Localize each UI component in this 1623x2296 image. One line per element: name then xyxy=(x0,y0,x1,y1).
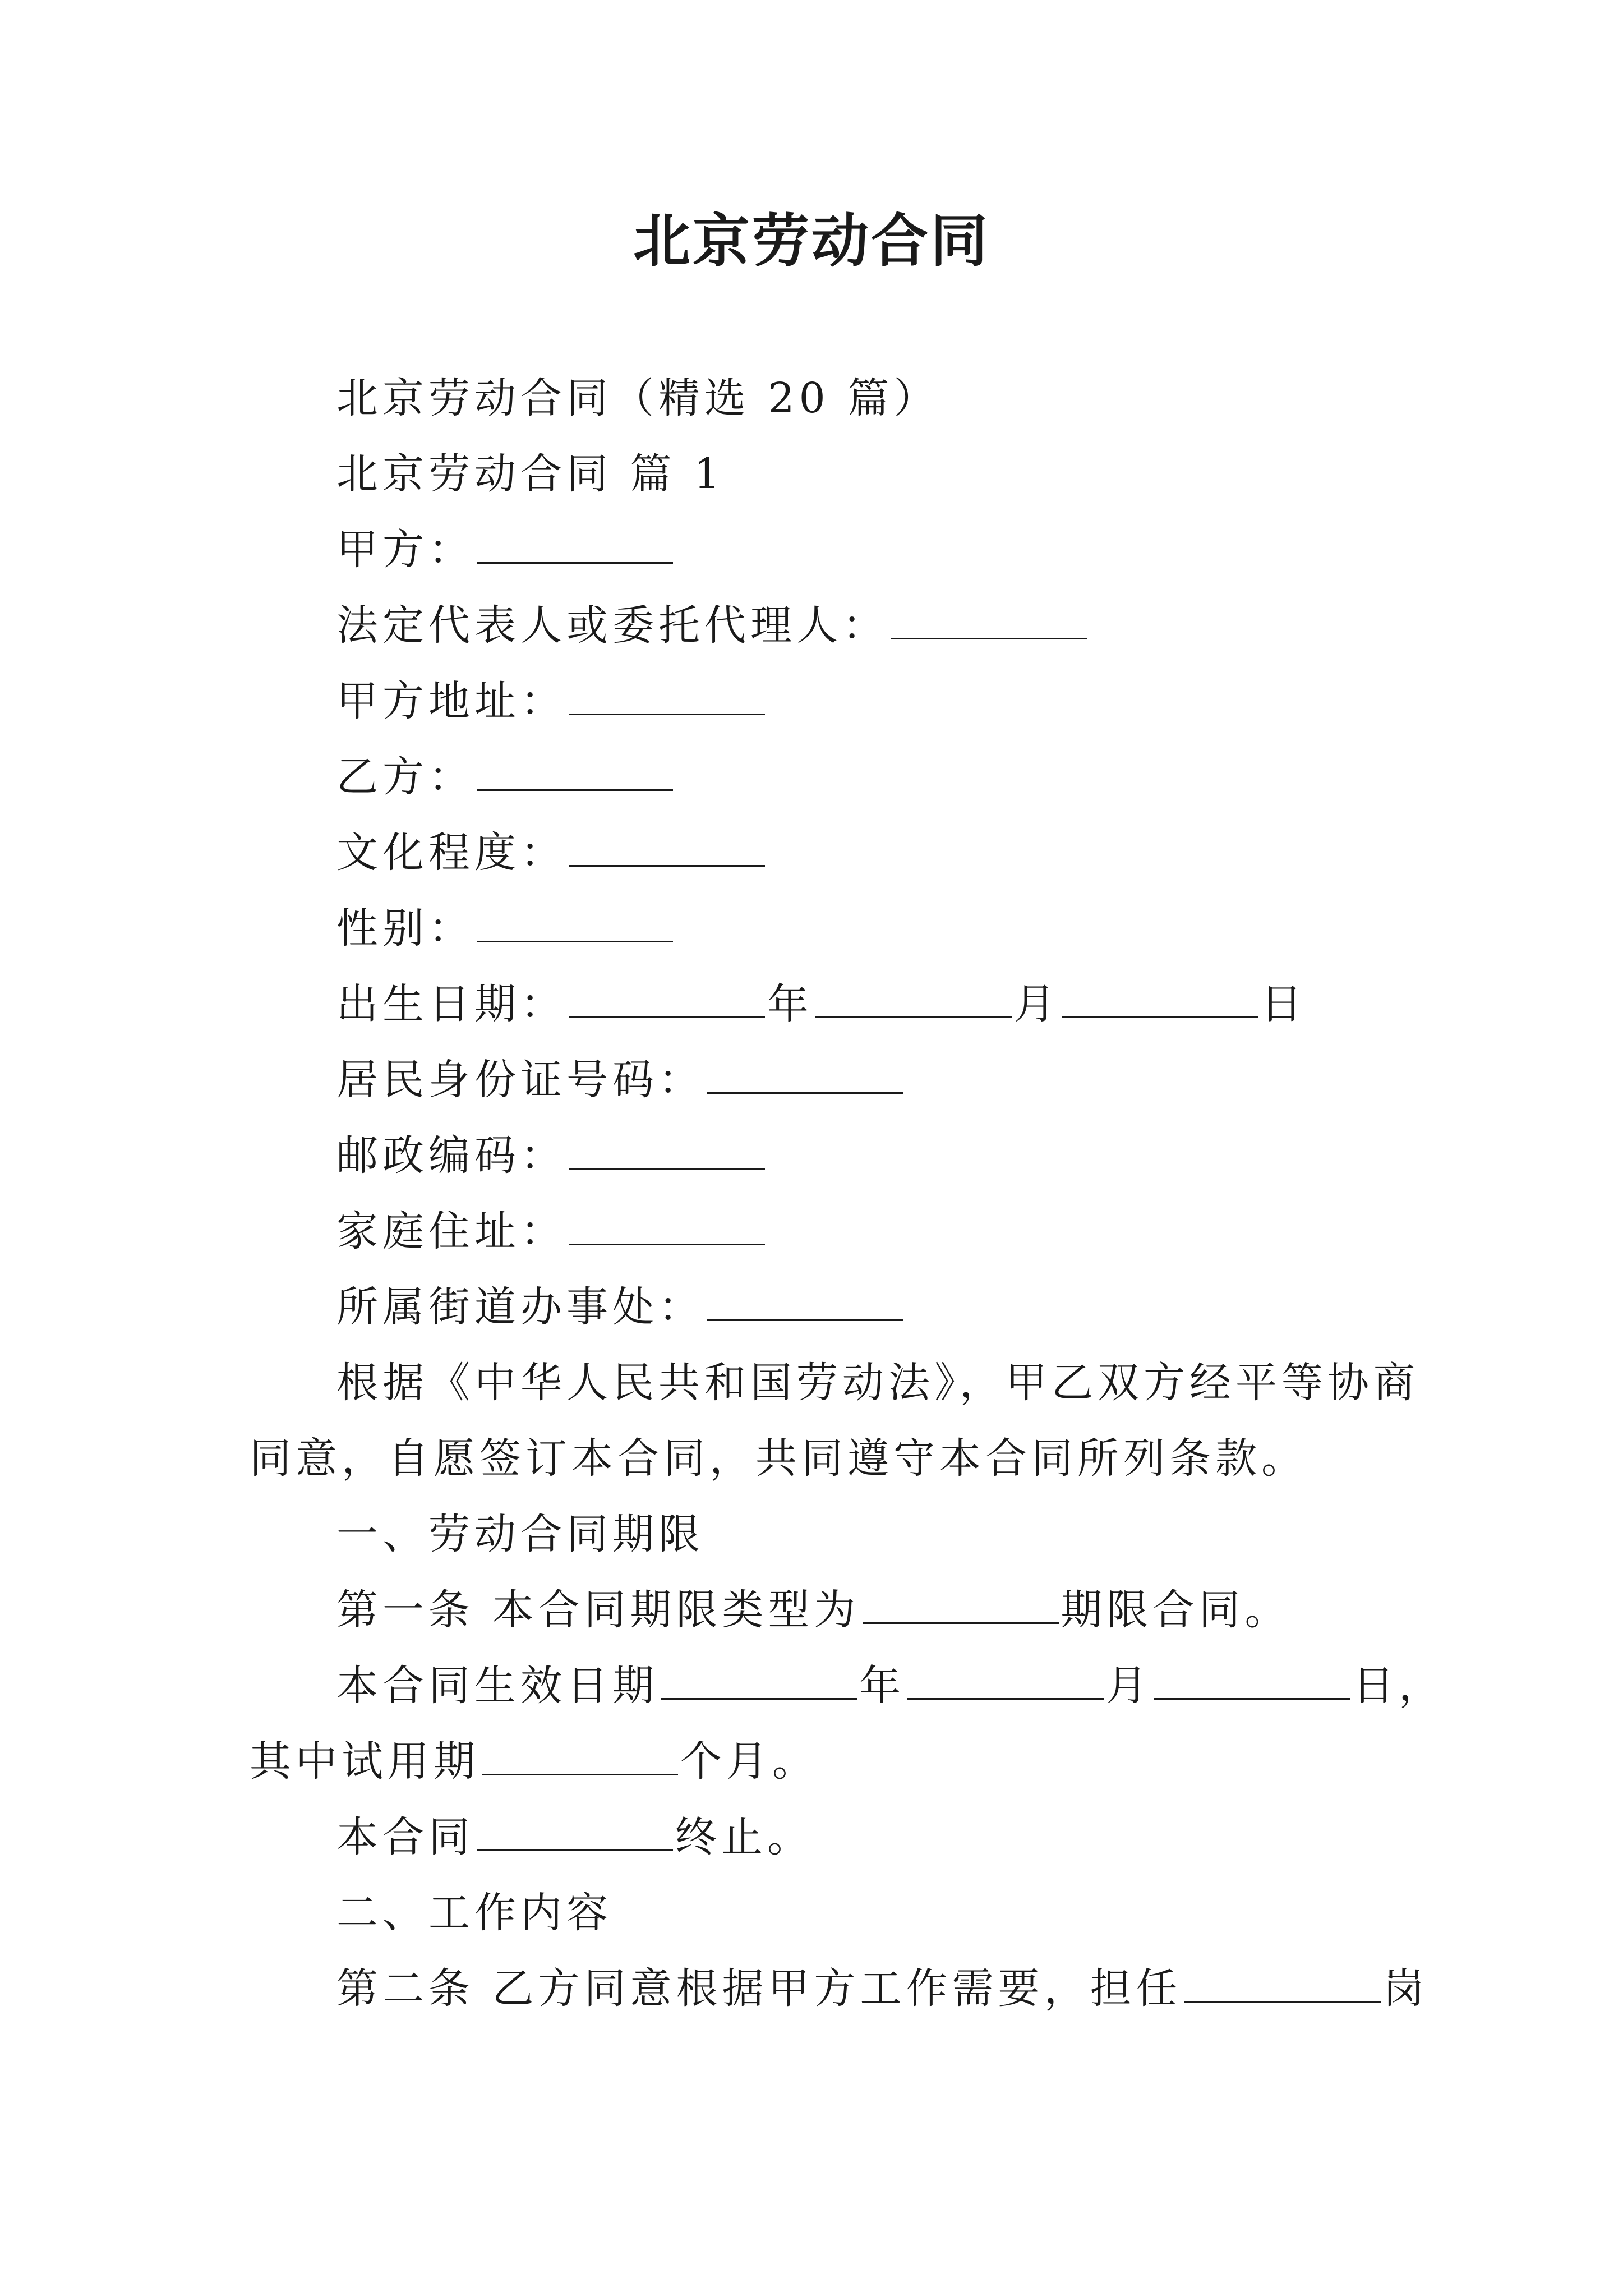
party-b-line xyxy=(336,749,675,805)
party-a-address-blank xyxy=(569,680,765,715)
article2-line xyxy=(336,1961,1429,2017)
gender-blank xyxy=(477,907,673,942)
party-a-blank xyxy=(477,528,673,564)
subtitle: 北京劳动合同（精选 20 篇） xyxy=(336,374,940,422)
termination-line xyxy=(336,1809,813,1865)
effective-date-prefix: 本合同生效日期 xyxy=(336,1662,658,1710)
subdistrict-office-label: 所属街道办事处： xyxy=(336,1283,704,1331)
effective-year-blank xyxy=(661,1664,857,1700)
party-a-address-line xyxy=(336,673,767,729)
effective-day-blank xyxy=(1154,1664,1350,1700)
probation-blank xyxy=(482,1740,678,1775)
birth-date-label: 出生日期： xyxy=(336,980,566,1028)
document-title: 北京劳动合同 xyxy=(633,208,990,275)
subdistrict-office-blank xyxy=(707,1286,903,1321)
home-address-label: 家庭住址： xyxy=(336,1207,566,1255)
article1-line xyxy=(336,1582,1291,1638)
probation-prefix: 其中试用期 xyxy=(250,1737,479,1786)
home-address-line xyxy=(336,1203,767,1259)
intro-paragraph-line1: 根据《中华人民共和国劳动法》，甲乙双方经平等协商 xyxy=(336,1359,1419,1407)
party-a-label: 甲方： xyxy=(336,526,474,574)
termination-prefix: 本合同 xyxy=(336,1813,474,1861)
effective-month-label: 月 xyxy=(1106,1662,1152,1710)
postal-code-blank xyxy=(569,1134,765,1170)
termination-blank xyxy=(477,1816,673,1851)
article2-suffix: 岗 xyxy=(1382,1964,1429,2013)
id-number-line xyxy=(336,1052,905,1108)
effective-date-line xyxy=(336,1658,1445,1714)
effective-month-blank xyxy=(907,1664,1104,1700)
id-number-label: 居民身份证号码： xyxy=(336,1056,704,1104)
postal-code-line xyxy=(336,1128,767,1184)
birth-day-blank xyxy=(1062,983,1258,1018)
intro-paragraph-line2: 同意，自愿签订本合同，共同遵守本合同所列条款。 xyxy=(250,1434,1307,1483)
party-b-blank xyxy=(477,756,673,791)
section2-heading: 二、工作内容 xyxy=(336,1889,612,1937)
birth-month-blank xyxy=(815,983,1012,1018)
party-a-address-label: 甲方地址： xyxy=(336,677,566,725)
birth-year-label: 年 xyxy=(767,980,813,1028)
effective-year-label: 年 xyxy=(859,1662,905,1710)
article1-suffix: 期限合同。 xyxy=(1061,1586,1291,1634)
termination-suffix: 终止。 xyxy=(675,1813,813,1861)
gender-line xyxy=(336,900,675,956)
education-label: 文化程度： xyxy=(336,829,566,877)
subdistrict-office-line xyxy=(336,1279,905,1335)
section-heading: 北京劳动合同 篇 1 xyxy=(336,450,725,498)
birth-year-blank xyxy=(569,983,765,1018)
legal-rep-blank xyxy=(891,604,1087,639)
contract-type-blank xyxy=(863,1589,1059,1624)
birth-month-label: 月 xyxy=(1014,980,1060,1028)
education-blank xyxy=(569,831,765,867)
gender-label: 性别： xyxy=(336,904,474,953)
postal-code-label: 邮政编码： xyxy=(336,1131,566,1180)
legal-rep-line xyxy=(336,597,1089,654)
position-blank xyxy=(1184,1967,1381,2003)
article2-prefix: 第二条 乙方同意根据甲方工作需要，担任 xyxy=(336,1964,1182,2013)
party-b-label: 乙方： xyxy=(336,753,474,801)
birth-date-line xyxy=(336,976,1307,1032)
birth-day-label: 日 xyxy=(1261,980,1307,1028)
effective-day-label: 日， xyxy=(1353,1662,1445,1710)
probation-suffix: 个月。 xyxy=(680,1737,818,1786)
id-number-blank xyxy=(707,1059,903,1094)
probation-line xyxy=(250,1733,818,1789)
legal-rep-label: 法定代表人或委托代理人： xyxy=(336,601,888,650)
education-line xyxy=(336,825,767,881)
home-address-blank xyxy=(569,1210,765,1245)
section1-heading: 一、劳动合同期限 xyxy=(336,1510,704,1558)
article1-prefix: 第一条 本合同期限类型为 xyxy=(336,1586,860,1634)
party-a-line xyxy=(336,522,675,578)
